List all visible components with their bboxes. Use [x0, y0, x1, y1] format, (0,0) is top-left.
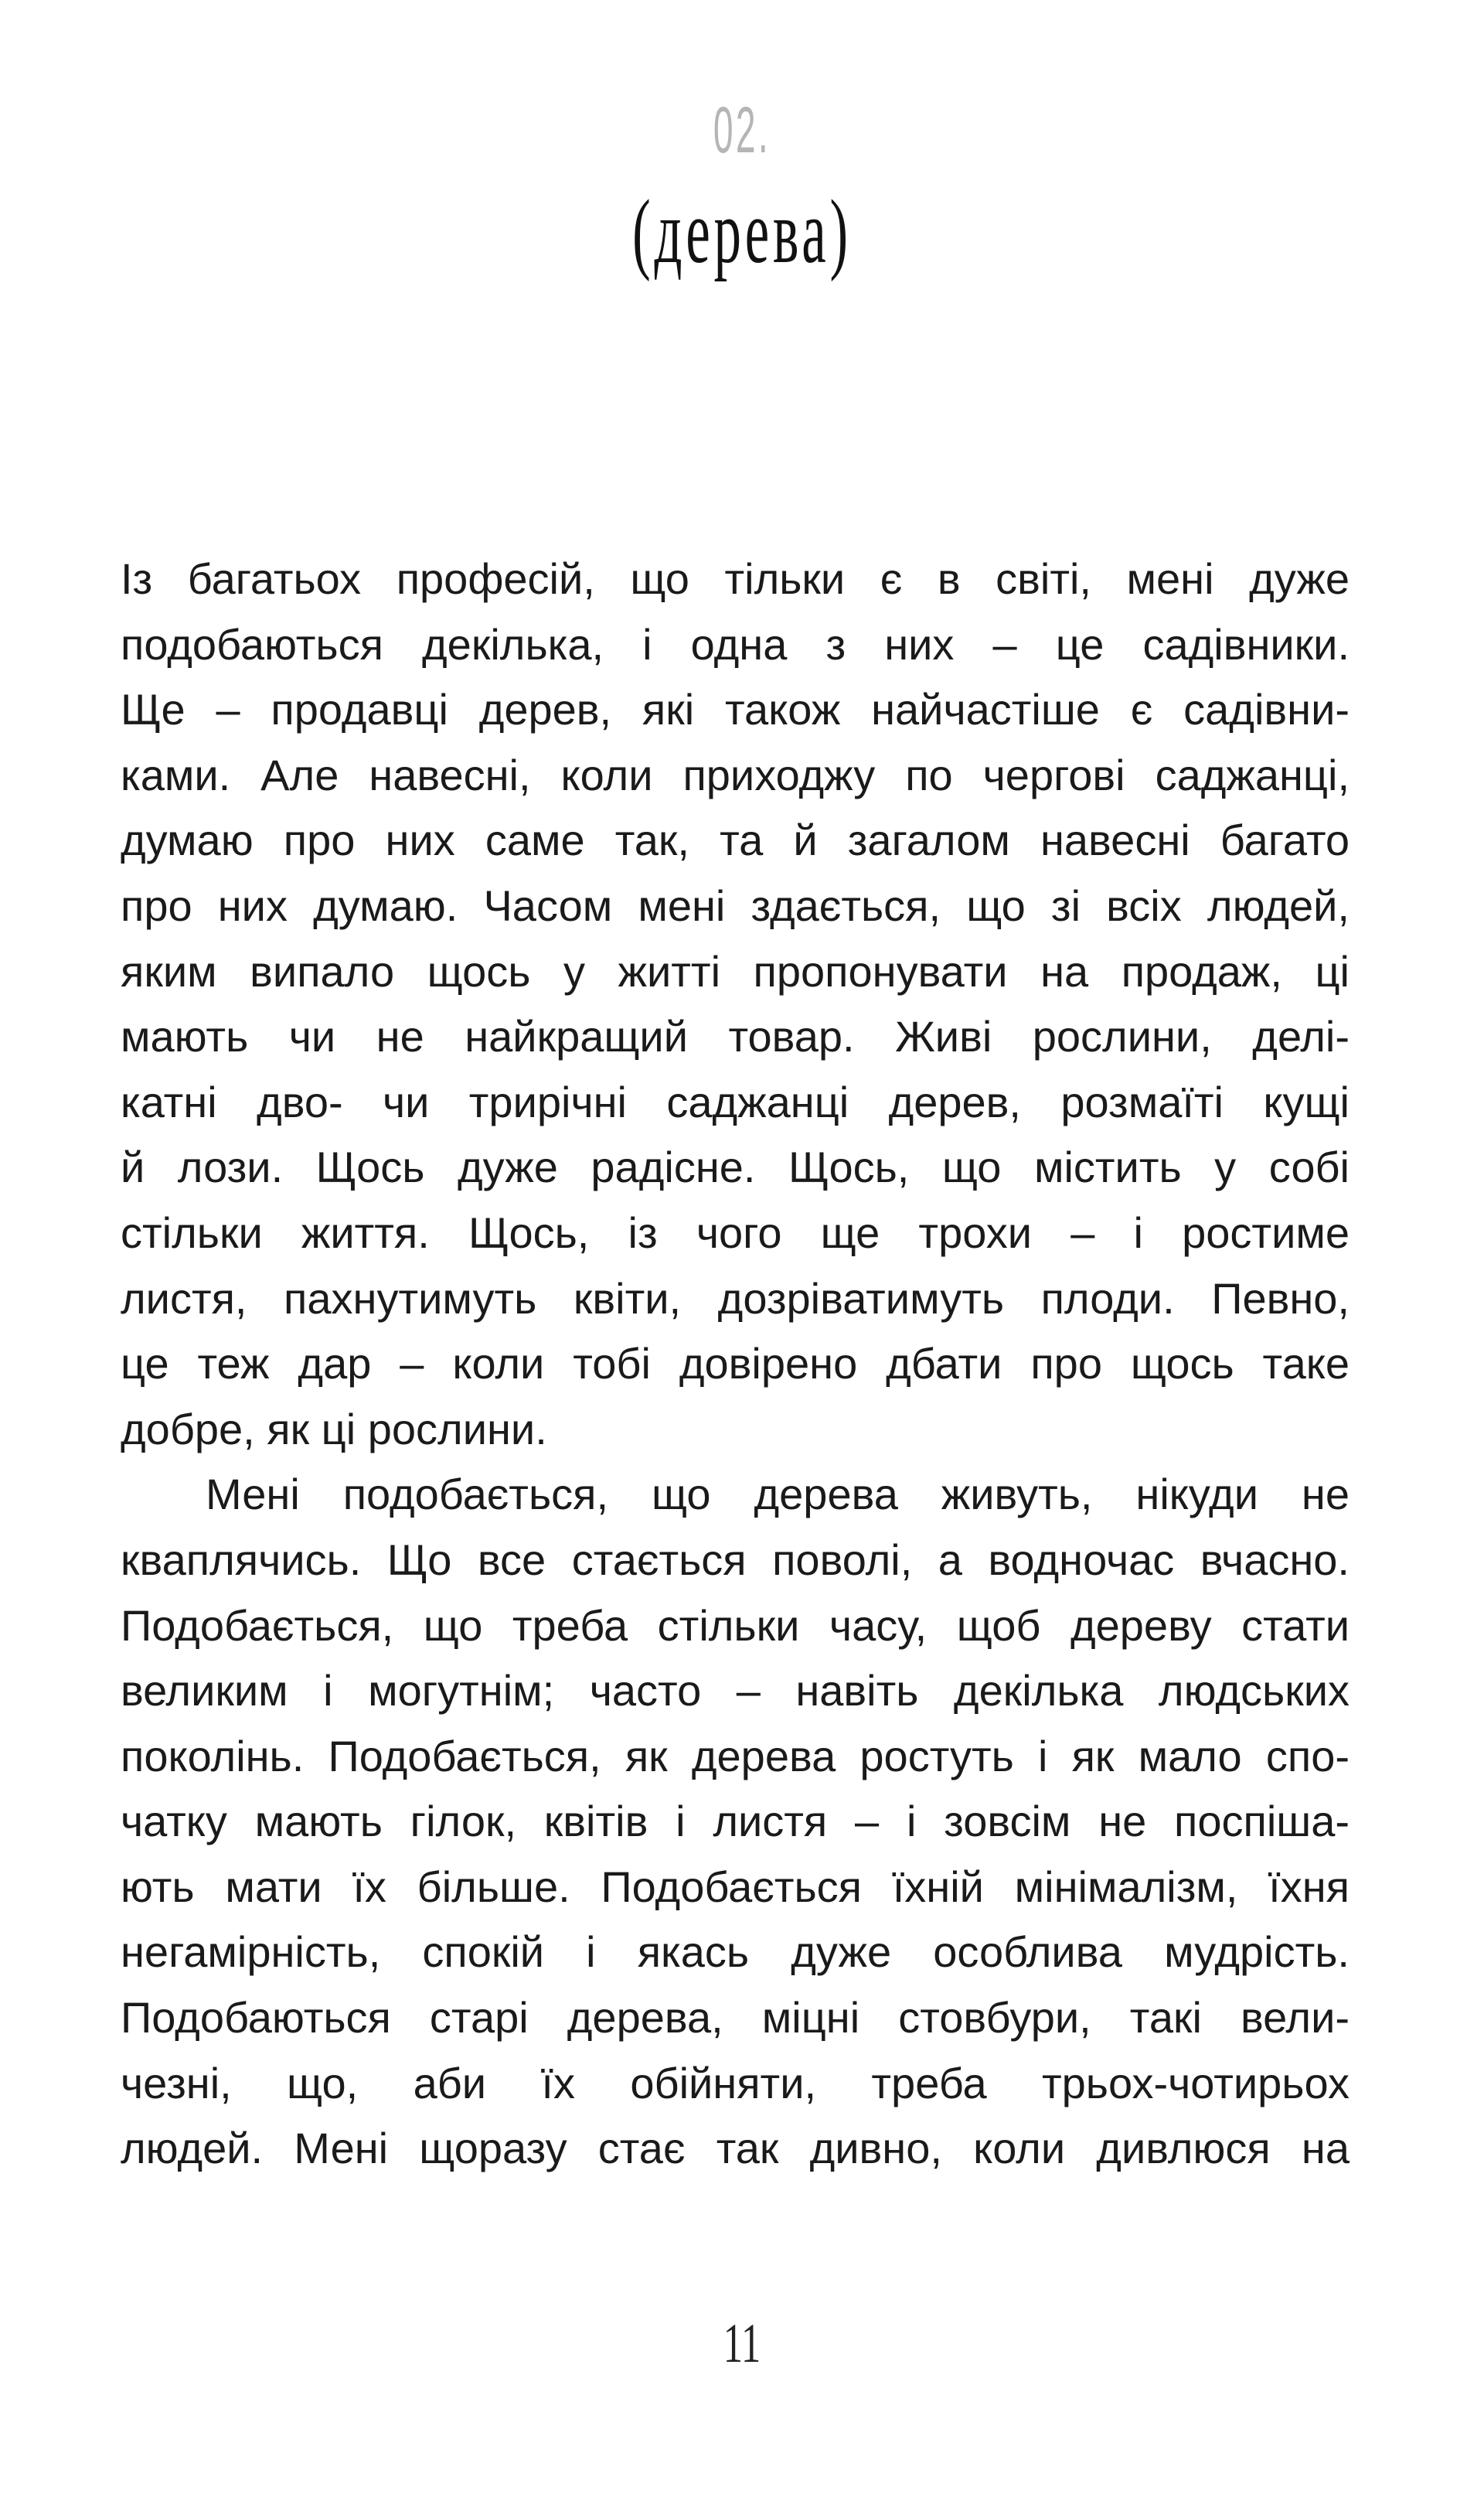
text-line: ками. Але навесні, коли приходжу по чергові саджанці, [121, 750, 1350, 799]
text-line: чезні, що, аби їх обійняти, треба трьох-чотирьох [121, 2058, 1350, 2107]
text-line: великим і могутнім; часто – навіть декілька людських [121, 1666, 1350, 1715]
text-line: це теж дар – коли тобі довірено дбати про щось таке [121, 1339, 1350, 1388]
text-line: про них думаю. Часом мені здається, що зі всіх людей, [121, 881, 1350, 930]
text-line: стільки життя. Щось, із чого ще трохи – і ростиме [121, 1208, 1350, 1257]
page-number: 11 [723, 2312, 761, 2374]
text-line: Мені подобається, що дерева живуть, нікуди не [206, 1470, 1350, 1519]
body-text [121, 547, 1350, 2182]
text-line: Подобається, що треба стільки часу, щоб дереву стати [121, 1600, 1350, 1650]
text-line: поколінь. Подобається, як дерева ростуть і як мало спо- [121, 1731, 1350, 1780]
text-line: Ще – продавці дерев, які також найчастіше є садівни- [121, 685, 1350, 734]
text-line: мають чи не найкращий товар. Живі рослини, делі- [121, 1012, 1350, 1061]
text-line: Із багатьох професій, що тільки є в світі, мені дуже [121, 554, 1350, 603]
text-line: людей. Мені щоразу стає так дивно, коли дивлюся на [121, 2124, 1350, 2173]
text-line: яким випало щось у житті пропонувати на продаж, ці [121, 946, 1350, 996]
chapter-number: 02. [713, 94, 771, 166]
text-line: добре, як ці рослини. [121, 1404, 547, 1453]
text-line: чатку мають гілок, квітів і листя – і зовсім не поспіша- [121, 1797, 1350, 1846]
chapter-title: (дерева) [632, 181, 852, 282]
text-line: негамірність, спокій і якась дуже особлива мудрість. [121, 1927, 1350, 1977]
text-line: ють мати їх більше. Подобається їхній мінімалізм, їхня [121, 1862, 1350, 1911]
text-line: катні дво- чи трирічні саджанці дерев, розмаїті кущі [121, 1077, 1350, 1126]
text-line: думаю про них саме так, та й загалом навесні багато [121, 816, 1350, 865]
text-line: кваплячись. Що все стається поволі, а водночас вчасно. [121, 1535, 1350, 1584]
text-line: Подобаються старі дерева, міцні стовбури, такі вели- [121, 1993, 1350, 2043]
text-line: й лози. Щось дуже радісне. Щось, що містить у собі [121, 1143, 1350, 1192]
text-line: листя, пахнутимуть квіти, дозріватимуть плоди. Певно, [121, 1273, 1350, 1323]
text-line: подобаються декілька, і одна з них – це садівники. [121, 619, 1350, 669]
